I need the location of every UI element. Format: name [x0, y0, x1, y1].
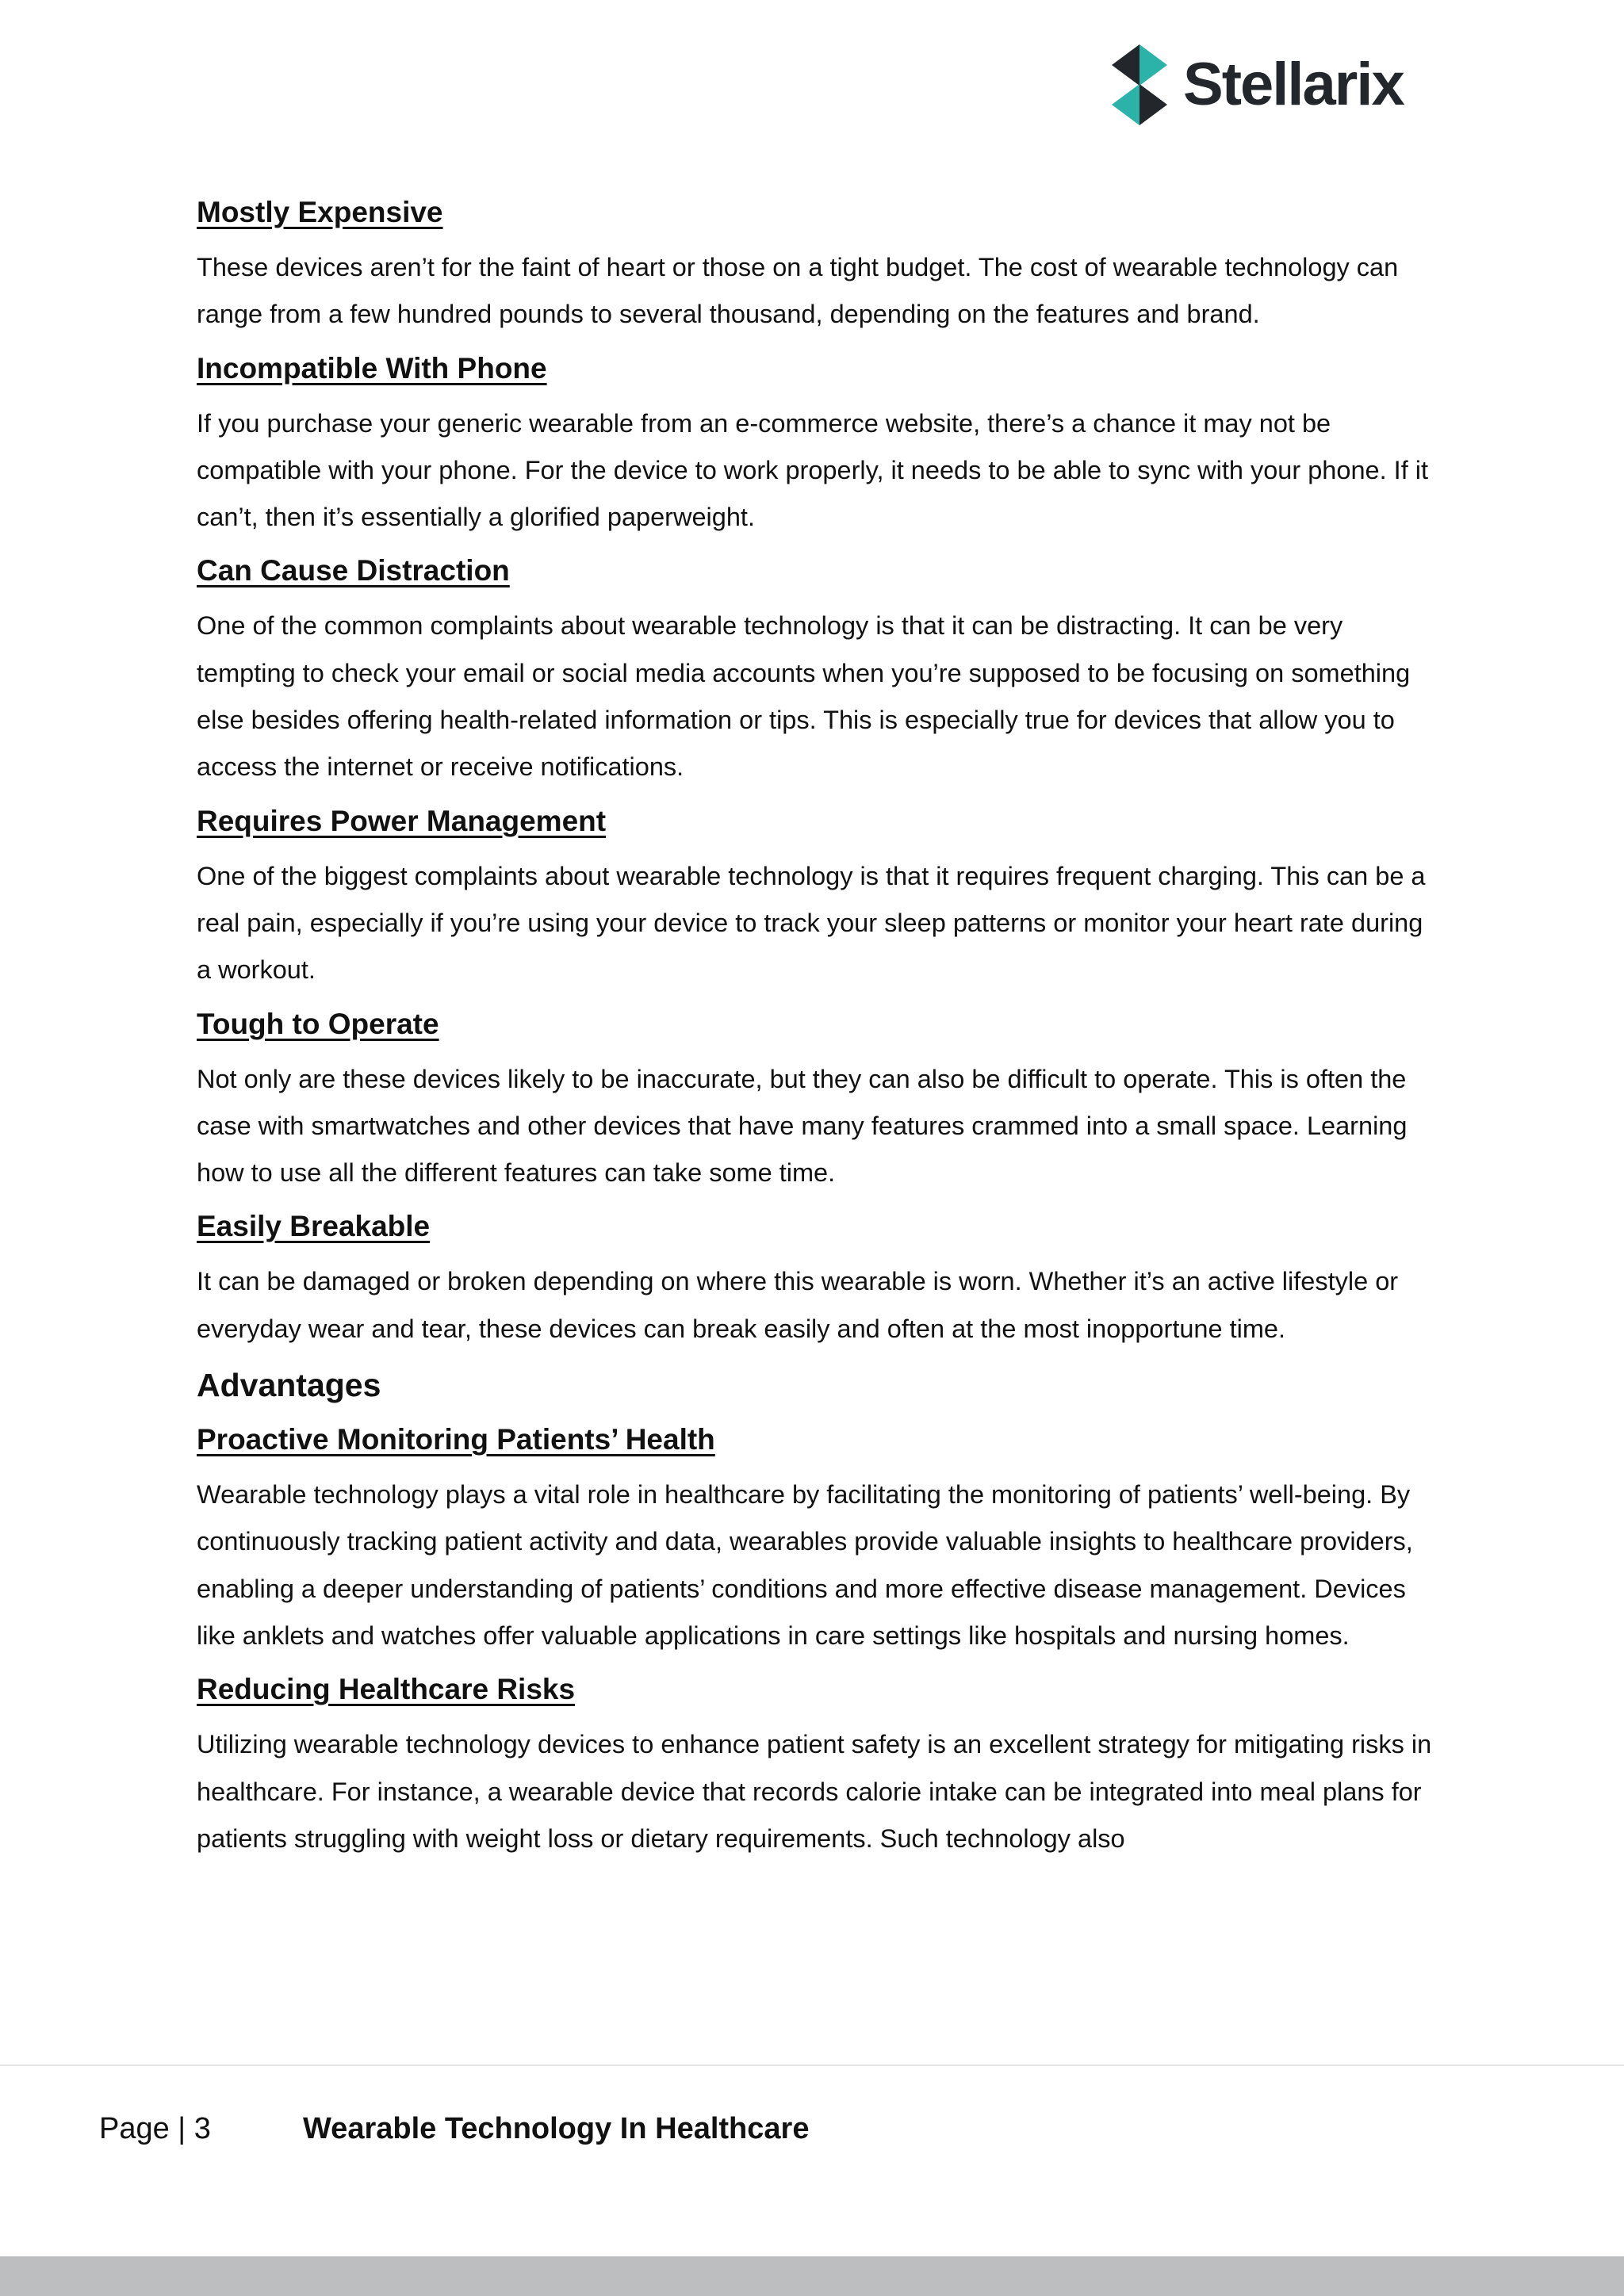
section-heading: Can Cause Distraction	[197, 554, 510, 587]
section-heading: Proactive Monitoring Patients’ Health	[197, 1423, 715, 1456]
section-paragraph: Not only are these devices likely to be inaccurate, but they can also be difficult to operate. This is often the case with smartwatches and other devices that have many features crammed into a small space. Learning how to use all the different features can take some time.	[197, 1064, 1408, 1188]
section-paragraph: Wearable technology plays a vital role in healthcare by facilitating the monitoring of patients’ well-being. By continuously tracking patient activity and data, wearables provide valuable insights to healthcare providers, enabling a deeper understanding of patients’ conditions and more effective disease management. Devices like anklets and watches offer valuable applications in care settings like hospitals and nursing homes.	[197, 1480, 1413, 1650]
brand-logo	[1110, 41, 1427, 128]
section-paragraph: Utilizing wearable technology devices to enhance patient safety is an excellent strategy for mitigating risks in healthcare. For instance, a wearable device that records calorie intake can be integrated into meal plans for patients struggling with weight loss or dietary requirements. Such technology also	[197, 1730, 1432, 1853]
section-heading: Requires Power Management	[197, 804, 607, 837]
section-paragraph: One of the biggest complaints about wearable technology is that it requires frequent charging. This can be a real pain, especially if you’re using your device to track your sleep patterns or monitor your heart rate during a workout.	[197, 861, 1426, 985]
section-paragraph: If you purchase your generic wearable from an e-commerce website, there’s a chance it may not be compatible with your phone. For the device to work properly, it needs to be able to sync with your phone. If it can’t, then it’s essentially a glorified paperweight.	[197, 408, 1429, 532]
advantages-heading: Advantages	[197, 1367, 381, 1404]
footer-document-title: Wearable Technology In Healthcare	[303, 2112, 810, 2145]
footer-divider	[0, 2064, 1624, 2066]
section-paragraph: One of the common complaints about wearable technology is that it can be distracting. It can be very tempting to check your email or social media accounts when you’re supposed to be focusing on something else besides offering health-related information or tips. This is especially true for devices that allow you to access the internet or receive notifications.	[197, 611, 1411, 782]
viewer-bottom-bar	[0, 2256, 1624, 2296]
stellarix-logo-icon	[1110, 43, 1169, 127]
page-number: Page | 3	[99, 2112, 211, 2145]
section-heading: Mostly Expensive	[197, 196, 443, 228]
section-heading: Easily Breakable	[197, 1210, 431, 1243]
brand-name: Stellarix	[1183, 51, 1404, 118]
section-heading: Tough to Operate	[197, 1007, 439, 1040]
section-heading: Reducing Healthcare Risks	[197, 1673, 576, 1706]
section-heading: Incompatible With Phone	[197, 351, 547, 385]
section-paragraph: It can be damaged or broken depending on where this wearable is worn. Whether it’s an active lifestyle or everyday wear and tear, these devices can break easily and often at the most inopportune time.	[197, 1267, 1399, 1343]
document-body	[197, 192, 1434, 1872]
section-paragraph: These devices aren’t for the faint of heart or those on a tight budget. The cost of wearable technology can range from a few hundred pounds to several thousand, depending on the features and brand.	[197, 253, 1399, 329]
